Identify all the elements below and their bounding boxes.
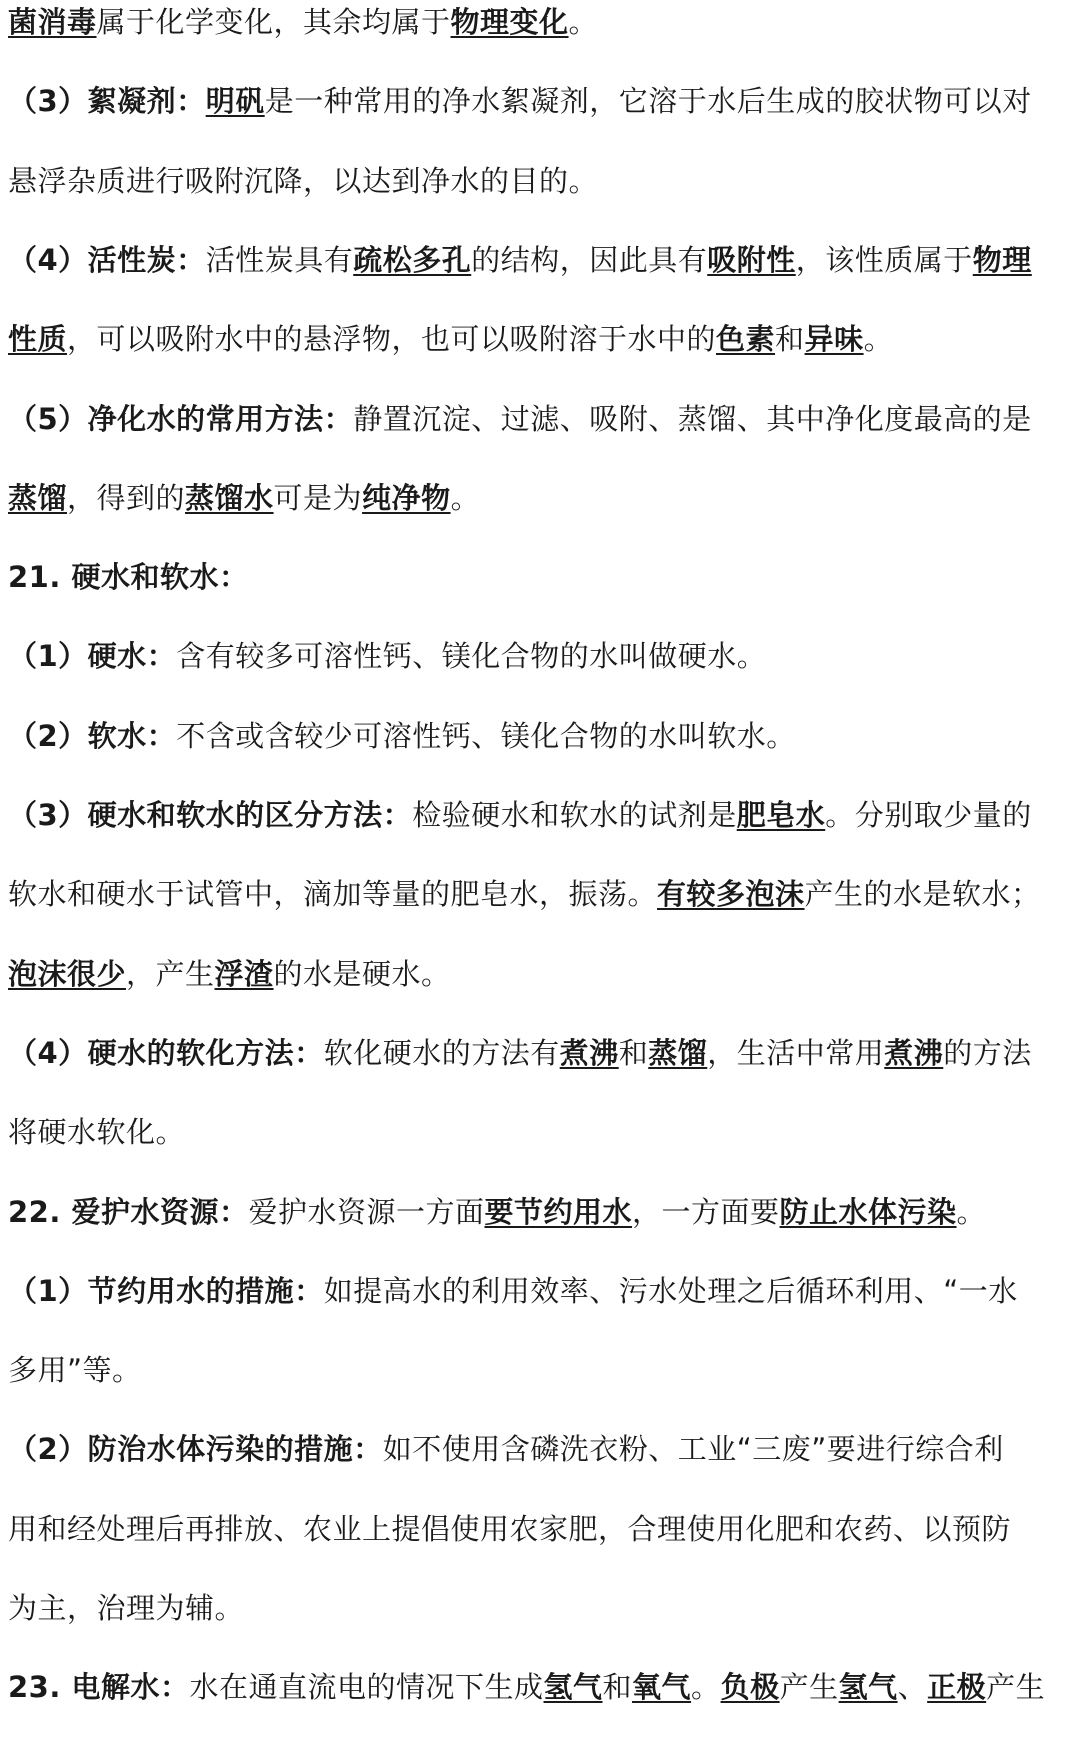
section-heading: （3）絮凝剂：: [8, 84, 206, 119]
section-heading: （4）活性炭：: [8, 242, 206, 277]
body-text: 。: [450, 480, 481, 515]
text-line: [8, 557, 248, 597]
key-term: 蒸馏: [8, 480, 68, 515]
key-term: 蒸馏: [648, 1035, 708, 1070]
section-heading: 21. 硬水和软水：: [8, 560, 249, 595]
body-text: 和: [602, 1670, 633, 1705]
section-heading: （4）硬水的软化方法：: [8, 1035, 324, 1070]
key-term: 防止水体污染: [779, 1194, 957, 1229]
body-text: 。: [956, 1194, 987, 1229]
body-text: 属于化学变化，其余均属于: [96, 5, 451, 39]
key-term: 物理变化: [450, 5, 569, 39]
key-term: 负极: [720, 1670, 780, 1705]
body-text: 用和经处理后再排放、农业上提倡使用农家肥，合理使用化肥和农药、以预防: [8, 1511, 1012, 1546]
text-line: [8, 954, 451, 994]
text-line: [8, 795, 1032, 835]
section-heading: （3）硬水和软水的区分方法：: [8, 798, 413, 832]
text-line: [8, 1033, 1032, 1073]
section-heading: 22. 爱护水资源：: [8, 1194, 249, 1229]
body-text: 软水和硬水于试管中，滴加等量的肥皂水，振荡。: [8, 877, 658, 912]
section-heading: 23. 电解水：: [8, 1670, 190, 1705]
body-text: 产生的水是软水；: [804, 877, 1041, 912]
text-line: [8, 399, 1032, 439]
body-text: ，可以吸附水中的悬浮物，也可以吸附溶于水中的: [67, 322, 717, 357]
body-text: 检验硬水和软水的试剂是: [412, 798, 737, 832]
text-line: [8, 478, 480, 518]
key-term: 疏松多孔: [353, 242, 472, 277]
key-term: 色素: [716, 322, 776, 357]
key-term: 蒸馏水: [185, 480, 274, 515]
key-term: 肥皂水: [736, 798, 826, 832]
key-term: 有较多泡沫: [657, 877, 805, 912]
body-text: 不含或含较少可溶性钙、镁化合物的水叫软水。: [176, 718, 796, 753]
key-term: 物理: [972, 242, 1032, 277]
key-term: 正极: [927, 1670, 987, 1705]
text-line: [8, 2, 598, 42]
text-line: [8, 1667, 1045, 1707]
body-text: 的结构，因此具有: [471, 242, 708, 277]
body-text: ，该性质属于: [795, 242, 973, 277]
text-line: [8, 716, 796, 756]
key-term: 菌消毒: [8, 5, 97, 39]
key-term: 吸附性: [707, 242, 796, 277]
key-term: 煮沸: [884, 1035, 944, 1070]
key-term: 泡沫很少: [8, 956, 127, 991]
text-line: [8, 161, 598, 201]
text-line: [8, 1192, 986, 1232]
section-heading: （2）软水：: [8, 718, 177, 753]
key-term: 要节约用水: [484, 1194, 633, 1229]
text-line: [8, 319, 893, 359]
body-text: 。分别取少量的: [825, 798, 1032, 832]
body-text: 产生: [779, 1670, 839, 1705]
text-line: [8, 1509, 1011, 1549]
section-heading: （2）防治水体污染的措施：: [8, 1432, 383, 1467]
key-term: 性质: [8, 322, 68, 357]
body-text: ，得到的: [67, 480, 186, 515]
text-line: [8, 1271, 1018, 1311]
key-term: 氧气: [632, 1670, 692, 1705]
body-text: 。: [691, 1670, 721, 1705]
text-line: [8, 1112, 185, 1152]
body-text: 如不使用含磷洗衣粉、工业“三废”要进行综合利: [382, 1432, 1004, 1467]
body-text: 和: [618, 1035, 649, 1070]
body-text: ，生活中常用: [707, 1035, 885, 1070]
body-text: ，产生: [126, 956, 215, 991]
body-text: 含有较多可溶性钙、镁化合物的水叫做硬水。: [176, 639, 767, 674]
key-term: 氢气: [838, 1670, 898, 1705]
text-line: [8, 81, 1032, 121]
key-term: 明矾: [205, 84, 265, 119]
body-text: 活性炭具有: [205, 242, 354, 277]
body-text: 静置沉淀、过滤、吸附、蒸馏、其中净化度最高的是: [353, 401, 1032, 436]
body-text: 和: [775, 322, 805, 357]
body-text: 。: [568, 5, 599, 39]
text-line: [8, 1588, 244, 1628]
text-line: [8, 874, 1041, 914]
text-line: [8, 1429, 1004, 1469]
text-line: [8, 1350, 142, 1390]
body-text: 是一种常用的净水絮凝剂，它溶于水后生成的胶状物可以对: [264, 84, 1032, 119]
key-term: 纯净物: [362, 480, 451, 515]
key-term: 浮渣: [214, 956, 274, 991]
body-text: 悬浮杂质进行吸附沉降，以达到净水的目的。: [8, 163, 599, 198]
body-text: 的水是硬水。: [273, 956, 451, 991]
body-text: 可是为: [273, 480, 363, 515]
body-text: 为主，治理为辅。: [8, 1591, 245, 1625]
key-term: 异味: [804, 322, 864, 357]
body-text: 水在通直流电的情况下生成: [189, 1670, 544, 1705]
body-text: 、: [897, 1670, 928, 1705]
text-line: [8, 636, 766, 676]
section-heading: （5）净化水的常用方法：: [8, 401, 354, 436]
text-line: [8, 240, 1032, 280]
body-text: 产生: [986, 1670, 1046, 1705]
key-term: 煮沸: [559, 1035, 619, 1070]
body-text: 如提高水的利用效率、污水处理之后循环利用、“一水: [323, 1273, 1018, 1308]
key-term: 氢气: [543, 1670, 603, 1705]
body-text: 的方法: [943, 1035, 1032, 1070]
body-text: 软化硬水的方法有: [323, 1035, 560, 1070]
section-heading: （1）硬水：: [8, 639, 177, 674]
body-text: ，一方面要: [632, 1194, 780, 1229]
body-text: 。: [863, 322, 894, 357]
body-text: 多用”等。: [8, 1353, 142, 1388]
body-text: 将硬水软化。: [8, 1115, 186, 1150]
body-text: 爱护水资源一方面: [248, 1194, 485, 1229]
section-heading: （1）节约用水的措施：: [8, 1273, 324, 1308]
